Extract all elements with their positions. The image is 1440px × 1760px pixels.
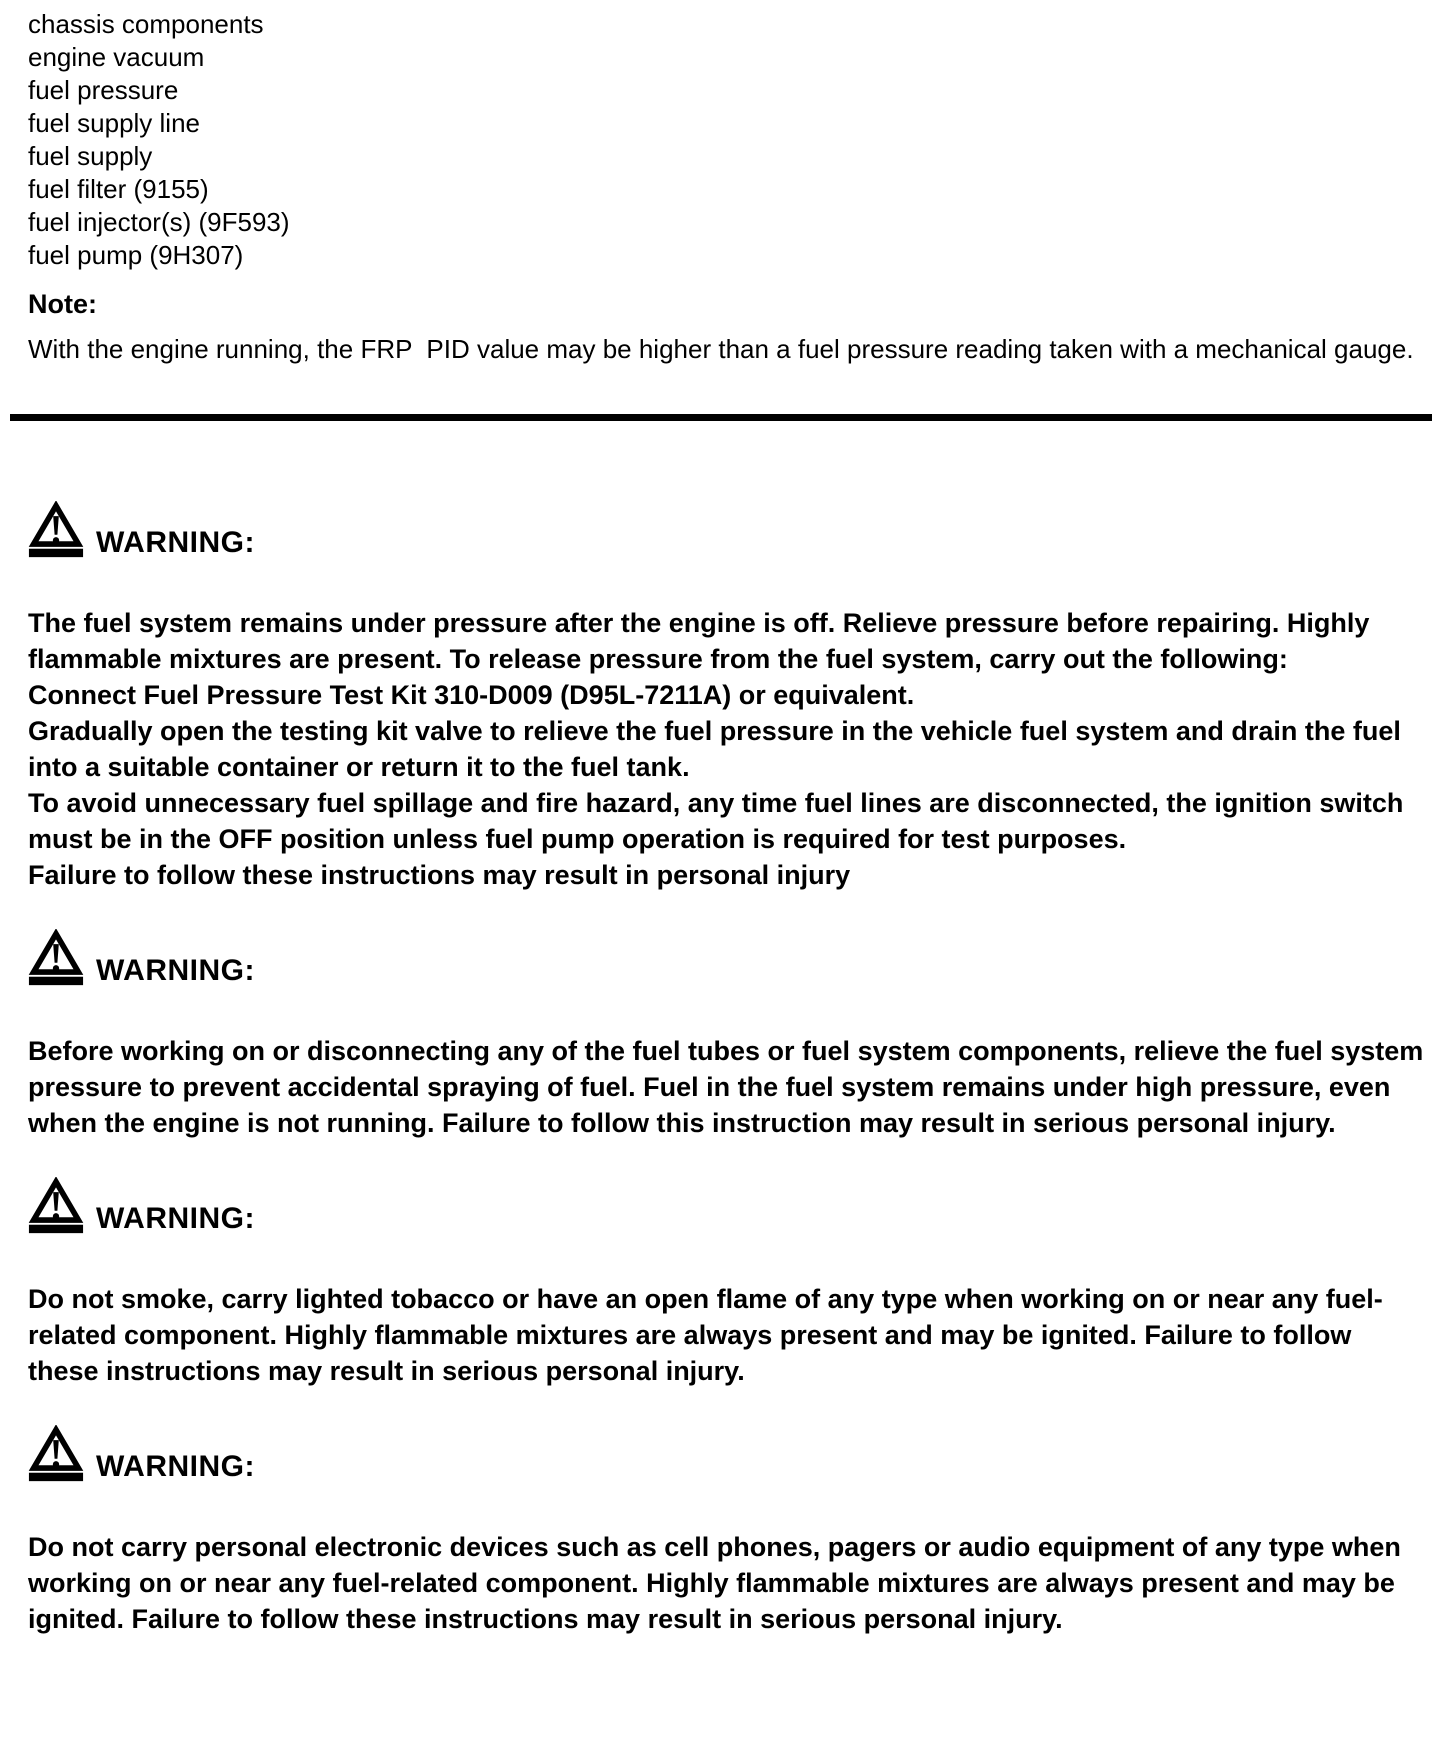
warning-label: WARNING: [96, 1202, 255, 1235]
warning-label: WARNING: [96, 954, 255, 987]
warning-section [28, 501, 1426, 893]
warning-paragraph: Do not smoke, carry lighted tobacco or have an open flame of any type when working on or near any fuel-related component. Highly flammable mixtures are always present and may be ignited. Failure to follow these instructions may result in serious personal injury. [28, 1284, 1383, 1386]
warning-section [28, 1425, 1426, 1637]
warning-paragraph: Gradually open the testing kit valve to relieve the fuel pressure in the vehicle fuel system and drain the fuel into a suitable container or return it to the fuel tank. [28, 716, 1409, 782]
warning-triangle-icon [28, 929, 84, 989]
list-item: fuel supply line [28, 108, 200, 138]
warning-header [28, 929, 1426, 989]
warning-paragraph: To avoid unnecessary fuel spillage and fire hazard, any time fuel lines are disconnected, the ignition switch must be in the OFF position unless fuel pump operation is required for test purposes. [28, 788, 1411, 854]
warning-header [28, 1425, 1426, 1485]
warning-header [28, 1177, 1426, 1237]
warning-paragraph: The fuel system remains under pressure after the engine is off. Relieve pressure before repairing. Highly flammable mixtures are present. To release pressure from the fuel system, carry out the following: [28, 608, 1377, 674]
warning-section [28, 929, 1431, 1141]
list-item: fuel pressure [28, 75, 179, 105]
list-item: fuel pump (9H307) [28, 240, 244, 270]
list-item: chassis components [28, 9, 264, 39]
component-list [28, 8, 1426, 272]
warning-body [28, 1281, 1426, 1389]
list-item: fuel injector(s) (9F593) [28, 207, 290, 237]
warning-label: WARNING: [96, 1450, 255, 1483]
warning-triangle-icon [28, 501, 84, 561]
list-item: engine vacuum [28, 42, 205, 72]
list-item: fuel supply [28, 141, 153, 171]
warning-header [28, 501, 1426, 561]
warning-body [28, 1529, 1426, 1637]
section-divider [10, 414, 1432, 421]
warning-body [28, 1033, 1431, 1141]
warning-section [28, 1177, 1426, 1389]
warning-paragraph: Connect Fuel Pressure Test Kit 310-D009 (D95L-7211A) or equivalent. [28, 680, 915, 710]
warning-paragraph: Failure to follow these instructions may result in personal injury [28, 860, 851, 890]
list-item: fuel filter (9155) [28, 174, 209, 204]
warning-paragraph: Before working on or disconnecting any of the fuel tubes or fuel system components, relieve the fuel system pressure to prevent accidental spraying of fuel. Fuel in the fuel system remains under high pressure, even when the engine is not running. Failure to follow this instruction may result in serious personal injury. [28, 1036, 1431, 1138]
warning-label: WARNING: [96, 526, 255, 559]
warning-triangle-icon [28, 1177, 84, 1237]
note-heading: Note: [28, 289, 97, 319]
warning-triangle-icon [28, 1425, 84, 1485]
note-body: With the engine running, the FRP PID value may be higher than a fuel pressure reading taken with a mechanical gauge. [28, 334, 1414, 364]
warning-paragraph: Do not carry personal electronic devices such as cell phones, pagers or audio equipment of any type when working on or near any fuel-related component. Highly flammable mixtures are always present and may be ignited. Failure to follow these instructions may result in serious personal injury. [28, 1532, 1409, 1634]
warning-body [28, 605, 1426, 893]
